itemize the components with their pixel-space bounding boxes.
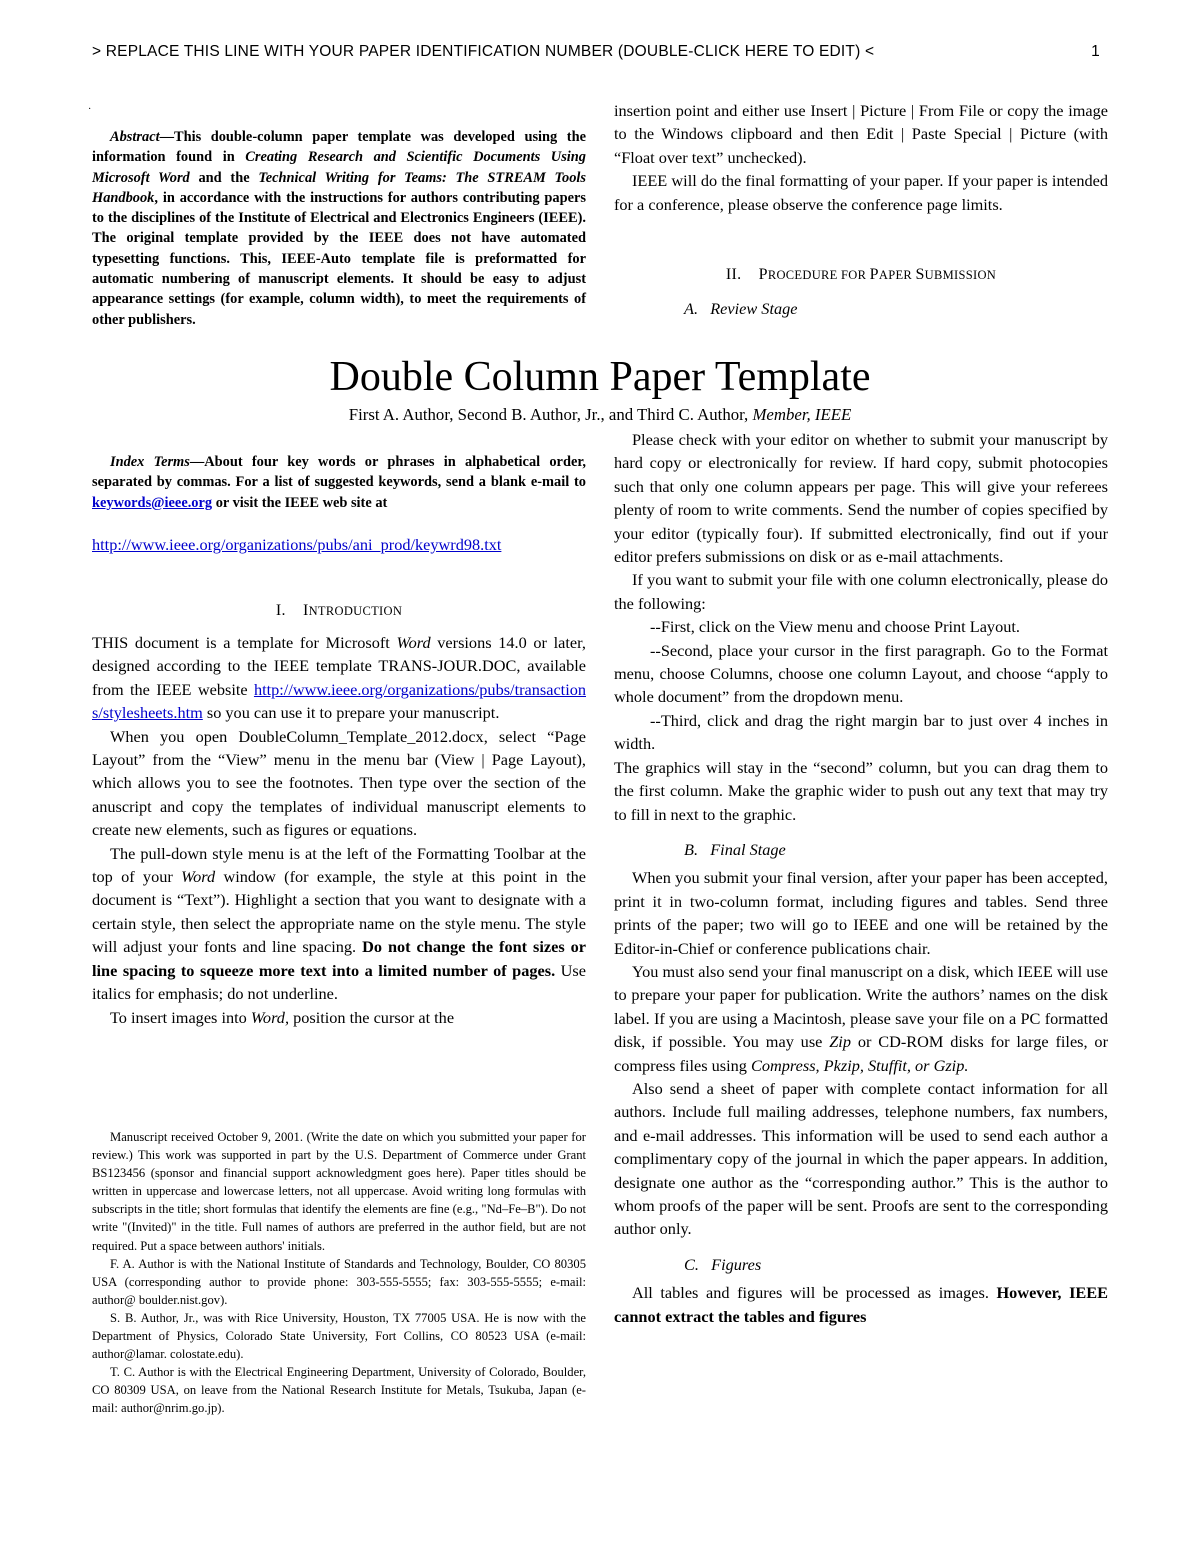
- paragraph: [92, 1006, 586, 1029]
- abstract-text-1: This double-column paper template was developed using the information found in: [92, 129, 586, 166]
- section-title-rest: NTRODUCTION: [308, 604, 403, 618]
- text-italic: Zip: [829, 1032, 851, 1052]
- text-span: so you can use it to prepare your manuscript.: [202, 703, 500, 723]
- abstract-dash: —: [159, 129, 174, 145]
- section-title-part: APER: [878, 268, 916, 282]
- text-italic: Word,: [250, 1007, 290, 1027]
- subsection-heading-review: [684, 299, 797, 319]
- text-italic: Compress, Pkzip, Stuffit, or Gzip.: [751, 1055, 969, 1075]
- text-span: To insert images into: [110, 1007, 251, 1027]
- text-span: All tables and figures will be processed as images.: [632, 1283, 997, 1303]
- page-number: 1: [1091, 43, 1100, 60]
- author-membership: Member, IEEE: [752, 405, 852, 424]
- subsection-title: Review Stage: [710, 299, 798, 318]
- subsection-letter: B.: [684, 839, 699, 859]
- paragraph: insertion point and either use Insert | Picture | From File or copy the image to the Windows clipboard and then Edit | Paste Special | Picture (with “Float over text” unchecked).: [614, 101, 1108, 167]
- author-names: First A. Author, Second B. Author, Jr., and Third C. Author,: [348, 405, 749, 424]
- footnote-manuscript: Manuscript received October 9, 2001. (Write the date on which you submitted your paper for review.) This work was supported in part by the U.S. Department of Commerce under Grant BS123456 (sponsor and financial support acknowledgment goes here). Paper titles should be written in uppercase and lowercase letters, not all uppercase. Avoid writing long formulas with subscripts in the title; short formulas that identify the elements are fine (e.g., "Nd–Fe–B"). Do not write "(Invited)" in the title. Full names of authors are preferred in the author field, but are not required. Put a space between authors' initials.: [92, 1130, 586, 1253]
- footnote-author-1: F. A. Author is with the National Institute of Standards and Technology, Boulder, CO 80305 USA (corresponding author to provide phone: 303-555-5555; fax: 303-555-5555; e-mail: author@ boulder.nist.gov).: [92, 1256, 586, 1307]
- section-title-part: P: [869, 266, 879, 283]
- section-title-part: ROCEDURE FOR: [767, 268, 870, 282]
- marker-dot: ·: [88, 104, 92, 115]
- section-heading-procedure: [614, 266, 1108, 284]
- subsection-title: Final Stage: [710, 839, 786, 859]
- abstract-ref-1: Creating Research and Scientific Documents Using Microsoft Word: [92, 149, 586, 186]
- abstract-ref-2: Technical Writing for Teams: The STREAM Tools Handbook: [92, 169, 586, 206]
- text-span: or CD-ROM disks for large files, or compress files using: [614, 1032, 1108, 1075]
- index-terms-label: Index Terms: [110, 454, 190, 470]
- subsection-heading-final: [684, 838, 1108, 861]
- paragraph: IEEE will do the final formatting of your paper. If your paper is intended for a conference, please observe the conference page limits.: [614, 171, 1108, 214]
- text-span: Use italics for emphasis; do not underline.: [92, 960, 586, 1004]
- subsection-letter: C.: [684, 1254, 699, 1274]
- text-span: position the cursor at the: [289, 1007, 455, 1027]
- paragraph: Also send a sheet of paper with complete contact information for all authors. Include full mailing addresses, telephone numbers, fax numbers, and e-mail addresses. This information will be used to send each author a complimentary copy of the journal in which the paper appears. In addition, designate one author as the “corresponding author.” This is the author to whom proofs of the paper will be sent. Proofs are sent to the corresponding author only.: [614, 1078, 1108, 1239]
- subsection-title: Figures: [711, 1254, 762, 1274]
- right-column-body: [614, 428, 1108, 1328]
- header-text: > REPLACE THIS LINE WITH YOUR PAPER IDENTIFICATION NUMBER (DOUBLE-CLICK HERE TO EDIT) <: [92, 43, 875, 60]
- paragraph: [614, 1281, 1108, 1328]
- text-span: You must also send your final manuscript on a disk, which IEEE will use to prepare your paper for publication. Write the authors’ names on the disk label. If you are using a Macintosh, please save your file on a PC formatted disk, if possible. You may use: [614, 961, 1108, 1052]
- step-third: --Third, click and drag the right margin bar to just over 4 inches in width.: [614, 710, 1108, 754]
- paragraph: [92, 842, 586, 1006]
- section-title-part: S: [915, 266, 925, 283]
- footnotes: [92, 1128, 586, 1418]
- keywords-url-line: [92, 534, 586, 556]
- text-bold: However, IEEE cannot extract the tables and figures: [614, 1283, 1108, 1326]
- introduction-body: [92, 631, 586, 1029]
- paragraph: If you want to submit your file with one column electronically, please do the following:: [614, 570, 1108, 613]
- author-line: [0, 404, 1200, 426]
- index-terms: [92, 452, 586, 513]
- subsection-letter: A.: [684, 299, 699, 318]
- section-title-part: UBMISSION: [924, 268, 997, 282]
- abstract-text-2: and the: [189, 169, 259, 186]
- paragraph: [614, 960, 1108, 1077]
- text-span: versions 14.0 or later, designed according to the IEEE template TRANS-JOUR.DOC, available from the IEEE website: [92, 633, 586, 699]
- text-italic: Word: [181, 867, 216, 887]
- page-header: [92, 43, 1108, 67]
- stylesheet-url-link[interactable]: http://www.ieee.org/organizations/pubs/transactions/stylesheets.htm: [92, 679, 586, 723]
- footnote-author-2: S. B. Author, Jr., was with Rice University, Houston, TX 77005 USA. He is now with the Department of Physics, Colorado State University, Fort Collins, CO 80523 USA (e-mail: author@lamar. colostate.edu).: [92, 1310, 586, 1362]
- step-second: --Second, place your cursor in the first paragraph. Go to the Format menu, choose Columns, choose one column Layout, and choose “apply to whole document” from the dropdown menu.: [614, 640, 1108, 707]
- index-terms-text-2: or visit the IEEE web site at: [212, 494, 388, 511]
- section-numeral: II.: [725, 266, 742, 283]
- text-span: window (for example, the style at this point in the document is “Text”). Highlight a section that you want to designate with a certain style, then select the appropriate name on the style menu. The style will adjust your fonts and line spacing.: [92, 867, 586, 957]
- text-italic: Word: [396, 633, 431, 652]
- text-span: THIS document is a template for Microsoft: [92, 633, 397, 652]
- subsection-heading-figures: [684, 1253, 1108, 1276]
- section-title-initial: I: [302, 602, 309, 619]
- paragraph: When you submit your final version, after your paper has been accepted, print it in two-column format, including figures and tables. Send three prints of the paper; two will go to IEEE and one will be retained by the Editor-in-Chief or conference publications chair.: [614, 868, 1108, 958]
- section-numeral: I.: [275, 602, 286, 619]
- abstract-label: Abstract: [110, 129, 160, 145]
- text-span: The pull-down style menu is at the left of the Formatting Toolbar at the top of your: [92, 843, 586, 887]
- abstract: [92, 127, 586, 330]
- index-terms-dash: —: [189, 454, 205, 470]
- paper-title: Double Column Paper Template: [329, 354, 871, 400]
- paragraph: [92, 631, 586, 725]
- step-first: --First, click on the View menu and choose Print Layout.: [650, 617, 1020, 637]
- section-heading-introduction: [92, 602, 586, 620]
- text-bold: Do not change the font sizes or line spacing to squeeze more text into a limited number of pages.: [92, 937, 587, 980]
- paragraph: Please check with your editor on whether to submit your manuscript by hard copy or electronically for review. If hard copy, submit photocopies such that only one column appears per page. This will give your referees plenty of room to write comments. Send the number of copies specified by your editor (typically four). If submitted electronically, find out if your editor prefers submissions on disk or as e-mail attachments.: [614, 430, 1108, 567]
- paragraph: When you open DoubleColumn_Template_2012.docx, select “Page Layout” from the “View” menu in the menu bar (View | Page Layout), which allows you to see the footnotes. Then type over the section of the anuscript and copy the templates of individual manuscript elements to create new elements, such as figures or equations.: [92, 726, 586, 840]
- abstract-text-3: , in accordance with the instructions for authors contributing papers to the disciplines of the Institute of Electrical and Electronics Engineers (IEEE). The original template provided by the IEEE does not have automated typesetting functions. This, IEEE-Auto template file is preformatted for automatic numbering of manuscript elements. It should be easy to adjust appearance settings (for example, column width), to meet the requirements of other publishers.: [92, 189, 586, 328]
- index-terms-text-1: About four key words or phrases in alphabetical order, separated by commas. For a list of suggested keywords, send a blank e-mail to: [92, 454, 586, 491]
- keywords-url-link[interactable]: http://www.ieee.org/organizations/pubs/ani_prod/keywrd98.txt: [92, 535, 502, 554]
- keywords-email-link[interactable]: keywords@ieee.org: [92, 494, 213, 511]
- right-column-top: [614, 99, 1108, 216]
- section-title-part: P: [758, 266, 768, 283]
- footnote-author-3: T. C. Author is with the Electrical Engineering Department, University of Colorado, Boulder, CO 80309 USA, on leave from the National Research Institute for Metals, Tsukuba, Japan (e-mail: author@nrim.go.jp).: [92, 1365, 586, 1416]
- paragraph: The graphics will stay in the “second” column, but you can drag them to the first column. Make the graphic wider to push out any text that may try to fill in next to the graphic.: [614, 757, 1108, 824]
